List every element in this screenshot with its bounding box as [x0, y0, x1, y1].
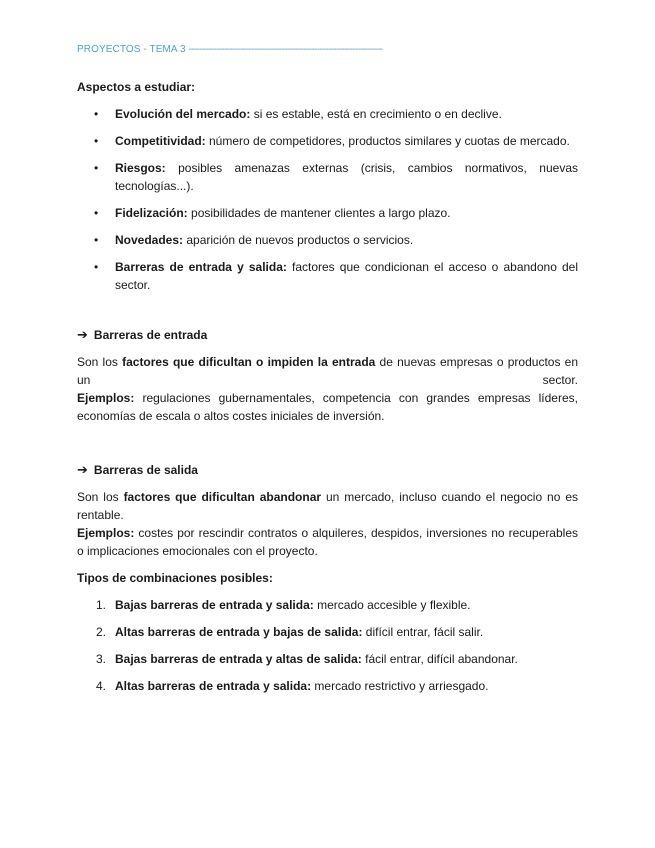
- combo-term: Bajas barreras de entrada y altas de salida:: [115, 652, 362, 666]
- document-page: [77, 42, 578, 704]
- aspect-text: número de competidores, productos similares y cuotas de mercado.: [205, 134, 570, 148]
- aspect-term: Competitividad:: [115, 134, 206, 148]
- bullet-icon: •: [94, 260, 99, 274]
- bullet-icon: •: [94, 161, 99, 175]
- list-item: [77, 258, 578, 294]
- aspect-term: Riesgos:: [115, 161, 166, 175]
- aspect-term: Evolución del mercado:: [115, 107, 251, 121]
- list-item: [77, 132, 578, 150]
- aspect-text: posibles amenazas externas (crisis, cambios normativos, nuevas tecnologías...).: [115, 161, 578, 193]
- exit-def-start: Son los: [77, 490, 124, 504]
- bullet-icon: •: [94, 206, 99, 220]
- exit-def-end: un mercado, incluso cuando el negocio no es rentable.: [77, 490, 579, 522]
- aspect-text: factores que condicionan el acceso o abandono del sector.: [115, 260, 578, 292]
- header-label: PROYECTOS - TEMA 3: [77, 44, 186, 55]
- entry-def-end: de nuevas empresas o productos en un sector.: [77, 355, 578, 387]
- entry-examples-label: Ejemplos:: [77, 391, 135, 405]
- entry-heading: [77, 326, 578, 344]
- combo-term: Altas barreras de entrada y salida:: [115, 679, 312, 693]
- exit-examples-text: costes por rescindir contratos o alquileres, despidos, inversiones no recuperables o implicaciones emocionales con el proyecto.: [77, 526, 578, 558]
- combo-term: Altas barreras de entrada y bajas de salida:: [115, 625, 363, 639]
- combo-text: mercado restrictivo y arriesgado.: [311, 679, 489, 693]
- list-item: [77, 204, 578, 222]
- combo-term: Bajas barreras de entrada y salida:: [115, 598, 314, 612]
- aspect-text: aparición de nuevos productos o servicios.: [183, 233, 414, 247]
- combinations-list: [77, 596, 578, 695]
- bullet-icon: •: [94, 107, 99, 121]
- aspect-term: Novedades:: [115, 233, 184, 247]
- entry-examples-text: regulaciones gubernamentales, competencia con grandes empresas líderes, economías de escala o altos costes iniciales de inversión.: [77, 391, 578, 423]
- aspect-text: posibilidades de mantener clientes a largo plazo.: [187, 206, 451, 220]
- aspect-text: si es estable, está en crecimiento o en declive.: [250, 107, 502, 121]
- list-item: [77, 159, 578, 195]
- exit-heading: [77, 461, 578, 479]
- aspects-list: [77, 105, 578, 294]
- list-item: [77, 650, 578, 668]
- item-number: 3.: [96, 652, 107, 666]
- item-number: 1.: [96, 598, 107, 612]
- running-header: [77, 42, 578, 58]
- combo-text: mercado accesible y flexible.: [313, 598, 471, 612]
- bullet-icon: •: [94, 233, 99, 247]
- combo-text: difícil entrar, fácil salir.: [362, 625, 484, 639]
- exit-title: Barreras de salida: [93, 463, 198, 477]
- aspect-term: Fidelización:: [115, 206, 188, 220]
- exit-examples: [77, 524, 578, 560]
- exit-definition: [77, 488, 578, 524]
- list-item: [77, 231, 578, 249]
- item-number: 4.: [96, 679, 107, 693]
- combo-text: fácil entrar, difícil abandonar.: [361, 652, 518, 666]
- entry-definition: [77, 353, 578, 389]
- entry-title: Barreras de entrada: [93, 328, 208, 342]
- combinations-heading: Tipos de combinaciones posibles:: [77, 571, 273, 585]
- entry-def-start: Son los: [77, 355, 123, 369]
- list-item: [77, 596, 578, 614]
- bullet-icon: •: [94, 134, 99, 148]
- exit-examples-label: Ejemplos:: [77, 526, 135, 540]
- item-number: 2.: [96, 625, 107, 639]
- exit-def-bold: factores que dificultan abandonar: [123, 490, 322, 504]
- header-rule: -----------------------------------------------------------------------: [188, 44, 383, 55]
- arrow-right-icon: ➔: [77, 327, 88, 342]
- list-item: [77, 105, 578, 123]
- aspect-term: Barreras de entrada y salida:: [115, 260, 287, 274]
- list-item: [77, 677, 578, 695]
- list-item: [77, 623, 578, 641]
- entry-examples: [77, 389, 578, 425]
- aspects-heading: Aspectos a estudiar:: [77, 80, 196, 94]
- arrow-right-icon: ➔: [77, 462, 88, 477]
- entry-def-bold: factores que dificultan o impiden la entrada: [122, 355, 376, 369]
